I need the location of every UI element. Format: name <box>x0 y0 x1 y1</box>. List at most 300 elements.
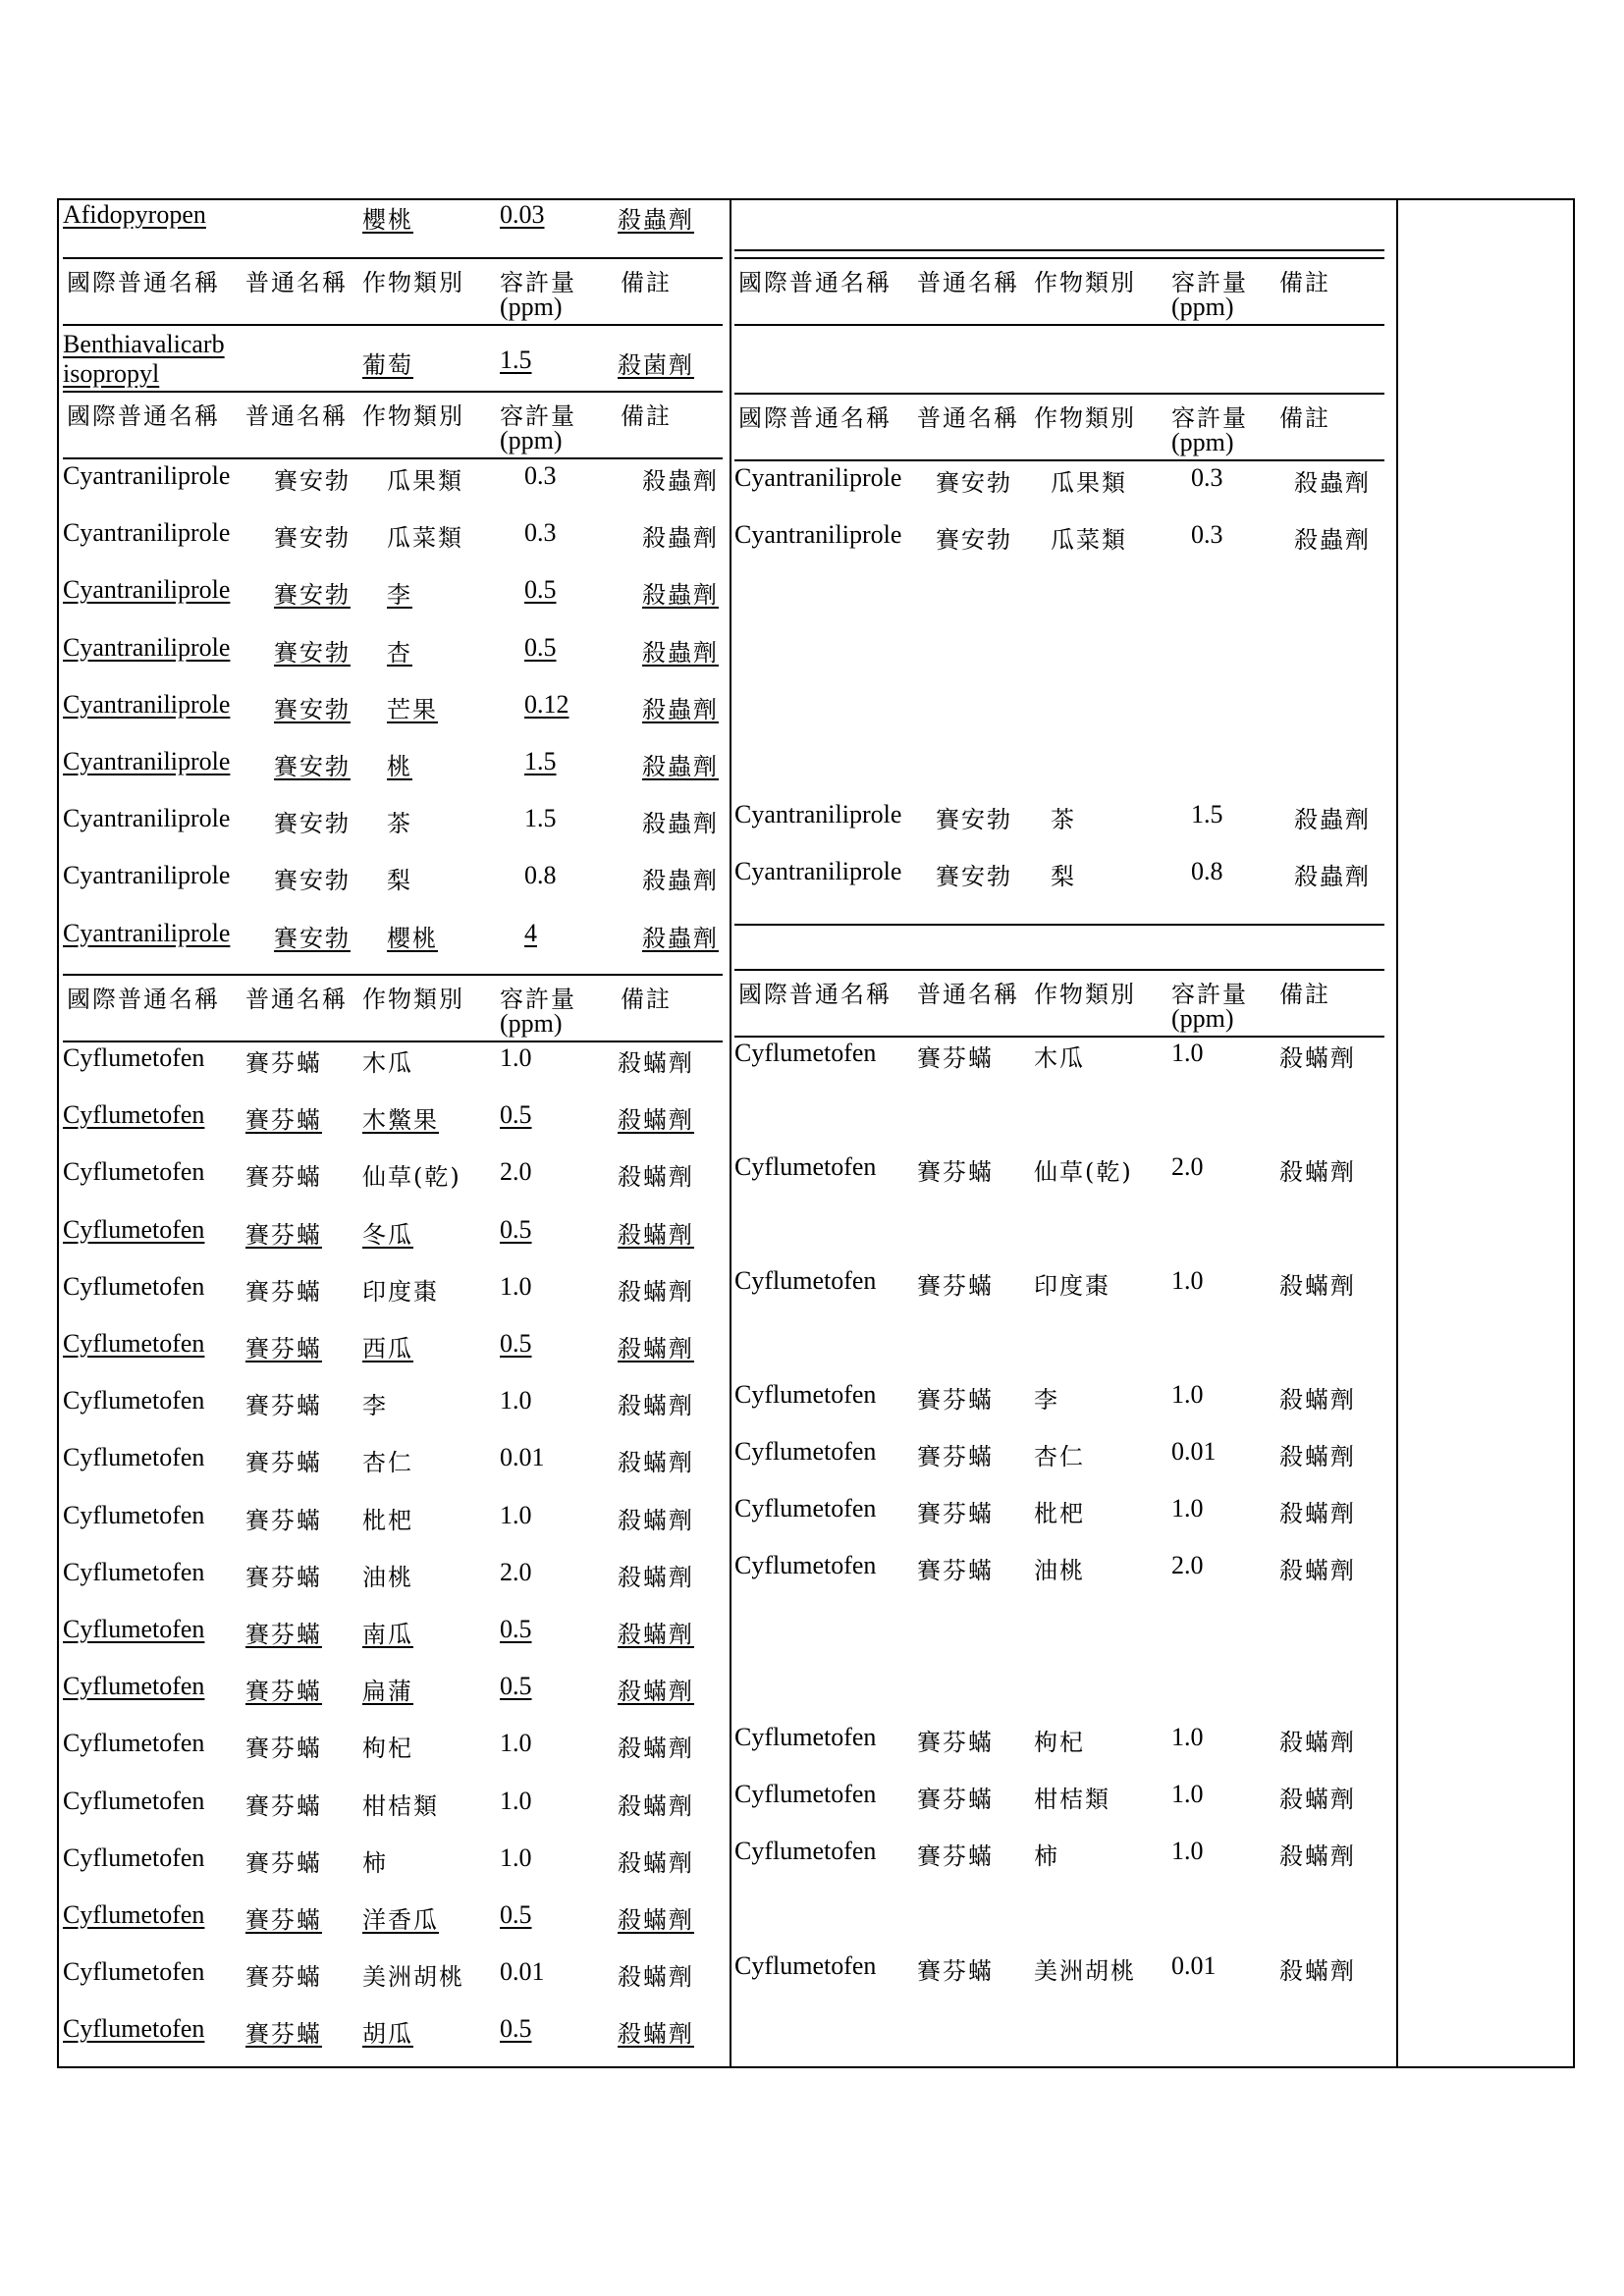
intl-name-cell: Cyflumetofen <box>63 1443 205 1472</box>
header-unit: (ppm) <box>1171 293 1234 321</box>
cyflumetofen-row <box>63 1100 727 1140</box>
tolerance-cell: 1.0 <box>500 1043 532 1072</box>
crop-cell: 美洲胡桃 <box>362 1963 464 1992</box>
header-unit: (ppm) <box>1171 428 1234 456</box>
common-name-cell: 賽芬蟎 <box>245 1621 322 1648</box>
common-name-cell: 賽芬蟎 <box>917 1957 994 1985</box>
header-remark: 備註 <box>621 986 672 1013</box>
header-tolerance: 容許量 <box>500 269 576 296</box>
table-header-row <box>734 263 1387 322</box>
crop-cell: 櫻桃 <box>387 924 438 952</box>
cyflumetofen-row <box>734 1039 1387 1078</box>
header-remark: 備註 <box>1279 269 1330 296</box>
intl-name-cell: Cyflumetofen <box>63 1957 205 1987</box>
crop-cell: 櫻桃 <box>362 206 413 234</box>
crop-cell: 印度棗 <box>362 1277 439 1306</box>
header-remark: 備註 <box>1279 981 1330 1008</box>
crop-cell: 枇杷 <box>362 1506 413 1534</box>
cyantraniliprole-row <box>63 747 727 786</box>
remark-cell: 殺蟲劑 <box>642 638 719 667</box>
remark-cell: 殺蟎劑 <box>618 1163 694 1192</box>
tolerance-cell: 0.12 <box>524 689 569 719</box>
crop-cell: 梨 <box>387 867 412 895</box>
header-rule-bottom <box>63 457 723 459</box>
cyflumetofen-row <box>63 1843 727 1883</box>
cyflumetofen-row <box>63 2014 727 2054</box>
intl-name-cell: Cyflumetofen <box>63 1900 205 1929</box>
crop-cell: 冬瓜 <box>362 1220 413 1249</box>
crop-cell: 李 <box>362 1392 388 1420</box>
common-name-cell: 賽芬蟎 <box>245 1106 322 1135</box>
cyflumetofen-row <box>63 1615 727 1654</box>
common-name-cell: 賽芬蟎 <box>245 1163 322 1192</box>
common-name-cell: 賽芬蟎 <box>245 1791 322 1820</box>
remark-cell: 殺蟎劑 <box>618 1563 694 1591</box>
table-header-row <box>63 980 727 1039</box>
header-tolerance: 容許量 <box>1171 981 1248 1008</box>
crop-cell: 芒果 <box>387 695 438 723</box>
header-crop: 作物類別 <box>362 269 464 296</box>
cyflumetofen-row <box>63 1329 727 1368</box>
header-intl-name: 國際普通名稱 <box>738 981 892 1008</box>
tolerance-cell: 1.0 <box>500 1729 532 1758</box>
crop-cell: 木瓜 <box>1034 1044 1085 1072</box>
intl-name-cell: Cyantraniliprole <box>734 800 902 828</box>
header-rule-bottom <box>63 1041 723 1042</box>
cyflumetofen-row <box>63 1501 727 1540</box>
remark-cell: 殺蟲劑 <box>642 467 719 495</box>
common-name-cell: 賽芬蟎 <box>245 2020 322 2049</box>
header-intl-name: 國際普通名稱 <box>738 269 892 296</box>
intl-name-cell: Afidopyropen <box>63 200 206 229</box>
intl-name-cell: Cyflumetofen <box>63 2014 205 2044</box>
remark-cell: 殺蟎劑 <box>1279 1786 1356 1813</box>
crop-cell: 瓜果類 <box>387 467 463 495</box>
common-name-cell: 賽安勃 <box>274 581 351 610</box>
crop-cell: 印度棗 <box>1034 1272 1110 1300</box>
remark-cell: 殺蟎劑 <box>618 1791 694 1820</box>
header-rule-top <box>734 393 1384 395</box>
common-name-cell: 賽芬蟎 <box>917 1158 994 1186</box>
crop-cell: 美洲胡桃 <box>1034 1957 1136 1985</box>
common-name-cell: 賽安勃 <box>274 924 351 952</box>
cyantraniliprole-row <box>734 520 1387 560</box>
header-intl-name: 國際普通名稱 <box>67 986 220 1013</box>
header-intl-name: 國際普通名稱 <box>67 269 220 296</box>
remark-cell: 殺蟲劑 <box>642 810 719 838</box>
remarks-column <box>1399 198 1574 2068</box>
intl-name-cell: Cyantraniliprole <box>63 747 231 775</box>
intl-name-cell: Cyflumetofen <box>63 1157 205 1187</box>
cyantraniliprole-row <box>63 690 727 729</box>
tolerance-cell: 1.0 <box>500 1786 532 1815</box>
remark-cell: 殺蟲劑 <box>642 867 719 895</box>
common-name-cell: 賽芬蟎 <box>917 1842 994 1870</box>
cyflumetofen-row <box>63 1386 727 1425</box>
intl-name-cell: Cyflumetofen <box>63 1842 205 1872</box>
tolerance-cell: 1.5 <box>524 804 557 833</box>
intl-name-cell-line2: isopropyl <box>63 359 160 388</box>
header-crop: 作物類別 <box>1034 269 1136 296</box>
tolerance-cell: 1.0 <box>500 1271 532 1301</box>
crop-cell: 枇杷 <box>1034 1500 1085 1527</box>
cyantraniliprole-row <box>63 461 727 501</box>
common-name-cell: 賽芬蟎 <box>245 1906 322 1934</box>
tolerance-cell: 0.5 <box>524 575 557 605</box>
cyflumetofen-row <box>734 1437 1387 1476</box>
common-name-cell: 賽芬蟎 <box>917 1500 994 1527</box>
crop-cell: 柑桔類 <box>1034 1786 1110 1813</box>
intl-name-cell: Cyantraniliprole <box>63 632 231 662</box>
intl-name-cell: Cyantraniliprole <box>63 861 231 890</box>
crop-cell: 瓜果類 <box>1051 469 1127 497</box>
intl-name-cell: Cyflumetofen <box>734 1039 877 1067</box>
cyflumetofen-row <box>63 1157 727 1197</box>
header-rule-bottom <box>734 1036 1384 1038</box>
tolerance-cell: 0.5 <box>500 1672 532 1701</box>
header-common-name: 普通名稱 <box>245 269 348 296</box>
common-name-cell: 賽安勃 <box>936 526 1012 554</box>
cyflumetofen-row <box>63 1787 727 1826</box>
cyflumetofen-row <box>734 1266 1387 1306</box>
remark-cell: 殺蟎劑 <box>618 2020 694 2049</box>
cyantraniliprole-row <box>63 919 727 958</box>
common-name-cell: 賽芬蟎 <box>917 1729 994 1756</box>
intl-name-cell: Cyflumetofen <box>63 1500 205 1529</box>
remark-cell: 殺蟎劑 <box>1279 1842 1356 1870</box>
header-common-name: 普通名稱 <box>917 404 1019 432</box>
intl-name-cell: Cyflumetofen <box>63 1100 205 1130</box>
tolerance-cell: 0.5 <box>500 1214 532 1244</box>
table-header-row <box>734 975 1387 1034</box>
intl-name-cell: Cyflumetofen <box>63 1786 205 1815</box>
header-intl-name: 國際普通名稱 <box>67 402 220 430</box>
crop-cell: 枸杞 <box>1034 1729 1085 1756</box>
remark-cell: 殺蟎劑 <box>618 1678 694 1706</box>
intl-name-cell: Cyflumetofen <box>734 1723 877 1751</box>
remark-cell: 殺蟲劑 <box>642 753 719 780</box>
intl-name-cell: Benthiavalicarb <box>63 330 225 358</box>
crop-cell: 桃 <box>387 753 412 780</box>
cyflumetofen-row <box>734 1951 1387 1991</box>
table-header-row <box>63 397 727 455</box>
tolerance-cell: 2.0 <box>500 1557 532 1586</box>
crop-cell: 胡瓜 <box>362 2020 413 2049</box>
intl-name-cell: Cyflumetofen <box>63 1729 205 1758</box>
cyflumetofen-row <box>734 1380 1387 1419</box>
cyflumetofen-row <box>63 1558 727 1597</box>
remark-cell: 殺蟲劑 <box>642 924 719 952</box>
crop-cell: 仙草(乾) <box>1034 1158 1133 1186</box>
cyflumetofen-row <box>63 1957 727 1997</box>
tolerance-cell: 0.5 <box>500 1100 532 1130</box>
header-rule-top <box>734 969 1384 971</box>
crop-cell: 油桃 <box>1034 1557 1085 1584</box>
header-intl-name: 國際普通名稱 <box>738 404 892 432</box>
tolerance-cell: 0.8 <box>1191 857 1223 885</box>
tolerance-cell: 1.0 <box>500 1842 532 1872</box>
remark-cell: 殺蟎劑 <box>618 1963 694 1992</box>
crop-cell: 杏仁 <box>1034 1443 1085 1470</box>
cyflumetofen-row <box>734 1837 1387 1876</box>
tolerance-cell: 0.3 <box>1191 520 1223 549</box>
tolerance-cell: 1.0 <box>1171 1380 1204 1409</box>
intl-name-cell: Cyflumetofen <box>734 1152 877 1181</box>
crop-cell: 洋香瓜 <box>362 1906 439 1934</box>
cyflumetofen-row <box>734 1551 1387 1590</box>
common-name-cell: 賽芬蟎 <box>245 1963 322 1992</box>
header-unit: (ppm) <box>500 1009 563 1038</box>
remark-cell: 殺蟎劑 <box>1279 1443 1356 1470</box>
remark-cell: 殺蟎劑 <box>1279 1044 1356 1072</box>
cyflumetofen-row <box>734 1494 1387 1533</box>
remark-cell: 殺蟎劑 <box>618 1220 694 1249</box>
remark-cell: 殺蟎劑 <box>1279 1729 1356 1756</box>
cyflumetofen-row <box>63 1272 727 1311</box>
crop-cell: 茶 <box>1051 806 1076 833</box>
tolerance-cell: 4 <box>524 918 537 947</box>
common-name-cell: 賽芬蟎 <box>245 1506 322 1534</box>
remark-cell: 殺蟎劑 <box>618 1735 694 1763</box>
tolerance-cell: 1.0 <box>1171 1266 1204 1295</box>
common-name-cell: 賽安勃 <box>936 469 1012 497</box>
intl-name-cell: Cyantraniliprole <box>734 857 902 885</box>
intl-name-cell: Cyflumetofen <box>63 1329 205 1358</box>
cyantraniliprole-row <box>734 463 1387 503</box>
tolerance-cell: 0.01 <box>1171 1951 1217 1980</box>
common-name-cell: 賽芬蟎 <box>917 1044 994 1072</box>
header-tolerance: 容許量 <box>1171 269 1248 296</box>
tolerance-cell: 1.0 <box>1171 1039 1204 1067</box>
cyflumetofen-row <box>63 1215 727 1255</box>
header-rule-top <box>63 257 723 259</box>
column-divider-right <box>1396 198 1398 2068</box>
empty-row-rule <box>734 249 1384 251</box>
crop-cell: 南瓜 <box>362 1621 413 1648</box>
remark-cell: 殺菌劑 <box>618 351 694 379</box>
remark-cell: 殺蟎劑 <box>618 1049 694 1077</box>
header-tolerance: 容許量 <box>1171 404 1248 432</box>
tolerance-cell: 1.0 <box>500 1500 532 1529</box>
intl-name-cell: Cyflumetofen <box>734 1437 877 1466</box>
tolerance-cell: 0.3 <box>524 461 557 490</box>
table-header-row <box>63 263 727 322</box>
common-name-cell: 賽芬蟎 <box>245 1449 322 1477</box>
header-tolerance: 容許量 <box>500 986 576 1013</box>
intl-name-cell: Cyflumetofen <box>63 1672 205 1701</box>
remark-cell: 殺蟎劑 <box>618 1506 694 1534</box>
tolerance-cell: 1.0 <box>1171 1837 1204 1865</box>
remark-cell: 殺蟲劑 <box>1294 469 1371 497</box>
intl-name-cell: Cyantraniliprole <box>63 575 231 605</box>
intl-name-cell: Cyantraniliprole <box>63 689 231 719</box>
tolerance-cell: 0.03 <box>500 200 545 229</box>
tolerance-cell: 1.5 <box>500 346 532 374</box>
intl-name-cell: Cyflumetofen <box>734 1494 877 1522</box>
remark-cell: 殺蟎劑 <box>1279 1386 1356 1414</box>
tolerance-cell: 0.01 <box>500 1443 545 1472</box>
intl-name-cell: Cyantraniliprole <box>734 520 902 549</box>
tolerance-cell: 0.5 <box>500 2014 532 2044</box>
tolerance-cell: 1.0 <box>500 1386 532 1415</box>
header-crop: 作物類別 <box>1034 981 1136 1008</box>
intl-name-cell: Cyflumetofen <box>63 1214 205 1244</box>
remark-cell: 殺蟎劑 <box>618 1621 694 1648</box>
cyantraniliprole-row <box>63 633 727 672</box>
common-name-cell: 賽安勃 <box>936 863 1012 890</box>
intl-name-cell: Cyflumetofen <box>734 1837 877 1865</box>
header-common-name: 普通名稱 <box>917 269 1019 296</box>
header-rule-bottom <box>734 324 1384 326</box>
remark-cell: 殺蟲劑 <box>1294 806 1371 833</box>
crop-cell: 柿 <box>1034 1842 1059 1870</box>
common-name-cell: 賽芬蟎 <box>917 1386 994 1414</box>
common-name-cell: 賽安勃 <box>274 638 351 667</box>
header-common-name: 普通名稱 <box>245 986 348 1013</box>
tolerance-cell: 1.0 <box>1171 1723 1204 1751</box>
tolerance-cell: 2.0 <box>1171 1152 1204 1181</box>
header-common-name: 普通名稱 <box>917 981 1019 1008</box>
tolerance-cell: 1.0 <box>1171 1780 1204 1808</box>
intl-name-cell: Cyflumetofen <box>734 1380 877 1409</box>
common-name-cell: 賽芬蟎 <box>917 1786 994 1813</box>
remark-cell: 殺蟲劑 <box>642 695 719 723</box>
tolerance-cell: 0.3 <box>1191 463 1223 492</box>
tolerance-cell: 0.8 <box>524 861 557 890</box>
intl-name-cell: Cyflumetofen <box>734 1266 877 1295</box>
intl-name-cell: Cyflumetofen <box>734 1551 877 1579</box>
tolerance-cell: 1.5 <box>1191 800 1223 828</box>
tolerance-cell: 0.5 <box>500 1329 532 1358</box>
crop-cell: 杏仁 <box>362 1449 413 1477</box>
common-name-cell: 賽芬蟎 <box>245 1848 322 1877</box>
tolerance-cell: 0.5 <box>500 1615 532 1643</box>
section-rule <box>734 924 1384 926</box>
header-common-name: 普通名稱 <box>245 402 348 430</box>
crop-cell: 葡萄 <box>362 351 413 379</box>
header-crop: 作物類別 <box>1034 404 1136 432</box>
header-rule-bottom <box>63 324 723 326</box>
common-name-cell: 賽芬蟎 <box>245 1277 322 1306</box>
common-name-cell: 賽安勃 <box>936 806 1012 833</box>
crop-cell: 木瓜 <box>362 1049 413 1077</box>
crop-cell: 李 <box>387 581 412 610</box>
common-name-cell: 賽安勃 <box>274 867 351 895</box>
header-rule-top <box>734 257 1384 259</box>
cyantraniliprole-row <box>734 800 1387 839</box>
cyantraniliprole-row <box>734 857 1387 896</box>
header-unit: (ppm) <box>1171 1004 1234 1033</box>
intl-name-cell: Cyflumetofen <box>63 1043 205 1072</box>
common-name-cell: 賽芬蟎 <box>245 1049 322 1077</box>
cyantraniliprole-row <box>63 575 727 614</box>
remark-cell: 殺蟎劑 <box>1279 1272 1356 1300</box>
column-divider-left <box>730 198 731 2068</box>
crop-cell: 瓜菜類 <box>387 524 463 553</box>
header-unit: (ppm) <box>500 426 563 454</box>
remark-cell: 殺蟎劑 <box>618 1392 694 1420</box>
crop-cell: 杏 <box>387 638 412 667</box>
remark-cell: 殺蟎劑 <box>618 1449 694 1477</box>
intl-name-cell: Cyflumetofen <box>63 1271 205 1301</box>
cyflumetofen-row <box>63 1900 727 1940</box>
intl-name-cell: Cyflumetofen <box>63 1615 205 1643</box>
tolerance-cell: 1.0 <box>1171 1494 1204 1522</box>
crop-cell: 扁蒲 <box>362 1678 413 1706</box>
header-rule-top <box>63 391 723 393</box>
remark-cell: 殺蟎劑 <box>1279 1158 1356 1186</box>
cyflumetofen-row <box>734 1723 1387 1762</box>
remark-cell: 殺蟲劑 <box>618 206 694 234</box>
intl-name-cell: Cyantraniliprole <box>63 804 231 833</box>
common-name-cell: 賽芬蟎 <box>245 1392 322 1420</box>
common-name-cell: 賽安勃 <box>274 810 351 838</box>
tolerance-cell: 0.5 <box>500 1900 532 1929</box>
header-rule-bottom <box>734 459 1384 461</box>
common-name-cell: 賽安勃 <box>274 467 351 495</box>
cyantraniliprole-row <box>63 518 727 558</box>
header-remark: 備註 <box>621 402 672 430</box>
remark-cell: 殺蟲劑 <box>642 581 719 610</box>
crop-cell: 油桃 <box>362 1563 413 1591</box>
cyantraniliprole-row <box>63 861 727 900</box>
cyflumetofen-row <box>734 1152 1387 1192</box>
crop-cell: 枸杞 <box>362 1735 413 1763</box>
remark-cell: 殺蟎劑 <box>618 1906 694 1934</box>
common-name-cell: 賽芬蟎 <box>917 1272 994 1300</box>
common-name-cell: 賽安勃 <box>274 524 351 553</box>
crop-cell: 梨 <box>1051 863 1076 890</box>
tolerance-cell: 0.01 <box>500 1957 545 1987</box>
crop-cell: 仙草(乾) <box>362 1163 461 1192</box>
remark-cell: 殺蟎劑 <box>1279 1557 1356 1584</box>
tolerance-cell: 0.3 <box>524 518 557 548</box>
header-tolerance: 容許量 <box>500 402 576 430</box>
header-crop: 作物類別 <box>362 986 464 1013</box>
intl-name-cell: Cyantraniliprole <box>63 918 231 947</box>
intl-name-cell: Cyantraniliprole <box>63 518 231 548</box>
cyantraniliprole-row <box>63 804 727 843</box>
intl-name-cell: Cyflumetofen <box>63 1557 205 1586</box>
intl-name-cell: Cyflumetofen <box>734 1780 877 1808</box>
common-name-cell: 賽芬蟎 <box>245 1735 322 1763</box>
crop-cell: 柑桔類 <box>362 1791 439 1820</box>
crop-cell: 李 <box>1034 1386 1059 1414</box>
remark-cell: 殺蟎劑 <box>1279 1957 1356 1985</box>
common-name-cell: 賽安勃 <box>274 695 351 723</box>
intl-name-cell: Cyflumetofen <box>734 1951 877 1980</box>
table-header-row <box>734 399 1387 457</box>
tolerance-cell: 0.01 <box>1171 1437 1217 1466</box>
common-name-cell: 賽芬蟎 <box>245 1335 322 1362</box>
crop-cell: 西瓜 <box>362 1335 413 1362</box>
cyflumetofen-row <box>63 1443 727 1482</box>
tolerance-cell: 2.0 <box>500 1157 532 1187</box>
cyflumetofen-row <box>63 1672 727 1711</box>
crop-cell: 茶 <box>387 810 412 838</box>
tolerance-cell: 2.0 <box>1171 1551 1204 1579</box>
tolerance-cell: 0.5 <box>524 632 557 662</box>
common-name-cell: 賽芬蟎 <box>917 1557 994 1584</box>
remark-cell: 殺蟎劑 <box>618 1848 694 1877</box>
header-crop: 作物類別 <box>362 402 464 430</box>
common-name-cell: 賽安勃 <box>274 753 351 780</box>
common-name-cell: 賽芬蟎 <box>245 1678 322 1706</box>
header-remark: 備註 <box>621 269 672 296</box>
crop-cell: 瓜菜類 <box>1051 526 1127 554</box>
header-unit: (ppm) <box>500 293 563 321</box>
header-rule-top <box>63 974 723 976</box>
